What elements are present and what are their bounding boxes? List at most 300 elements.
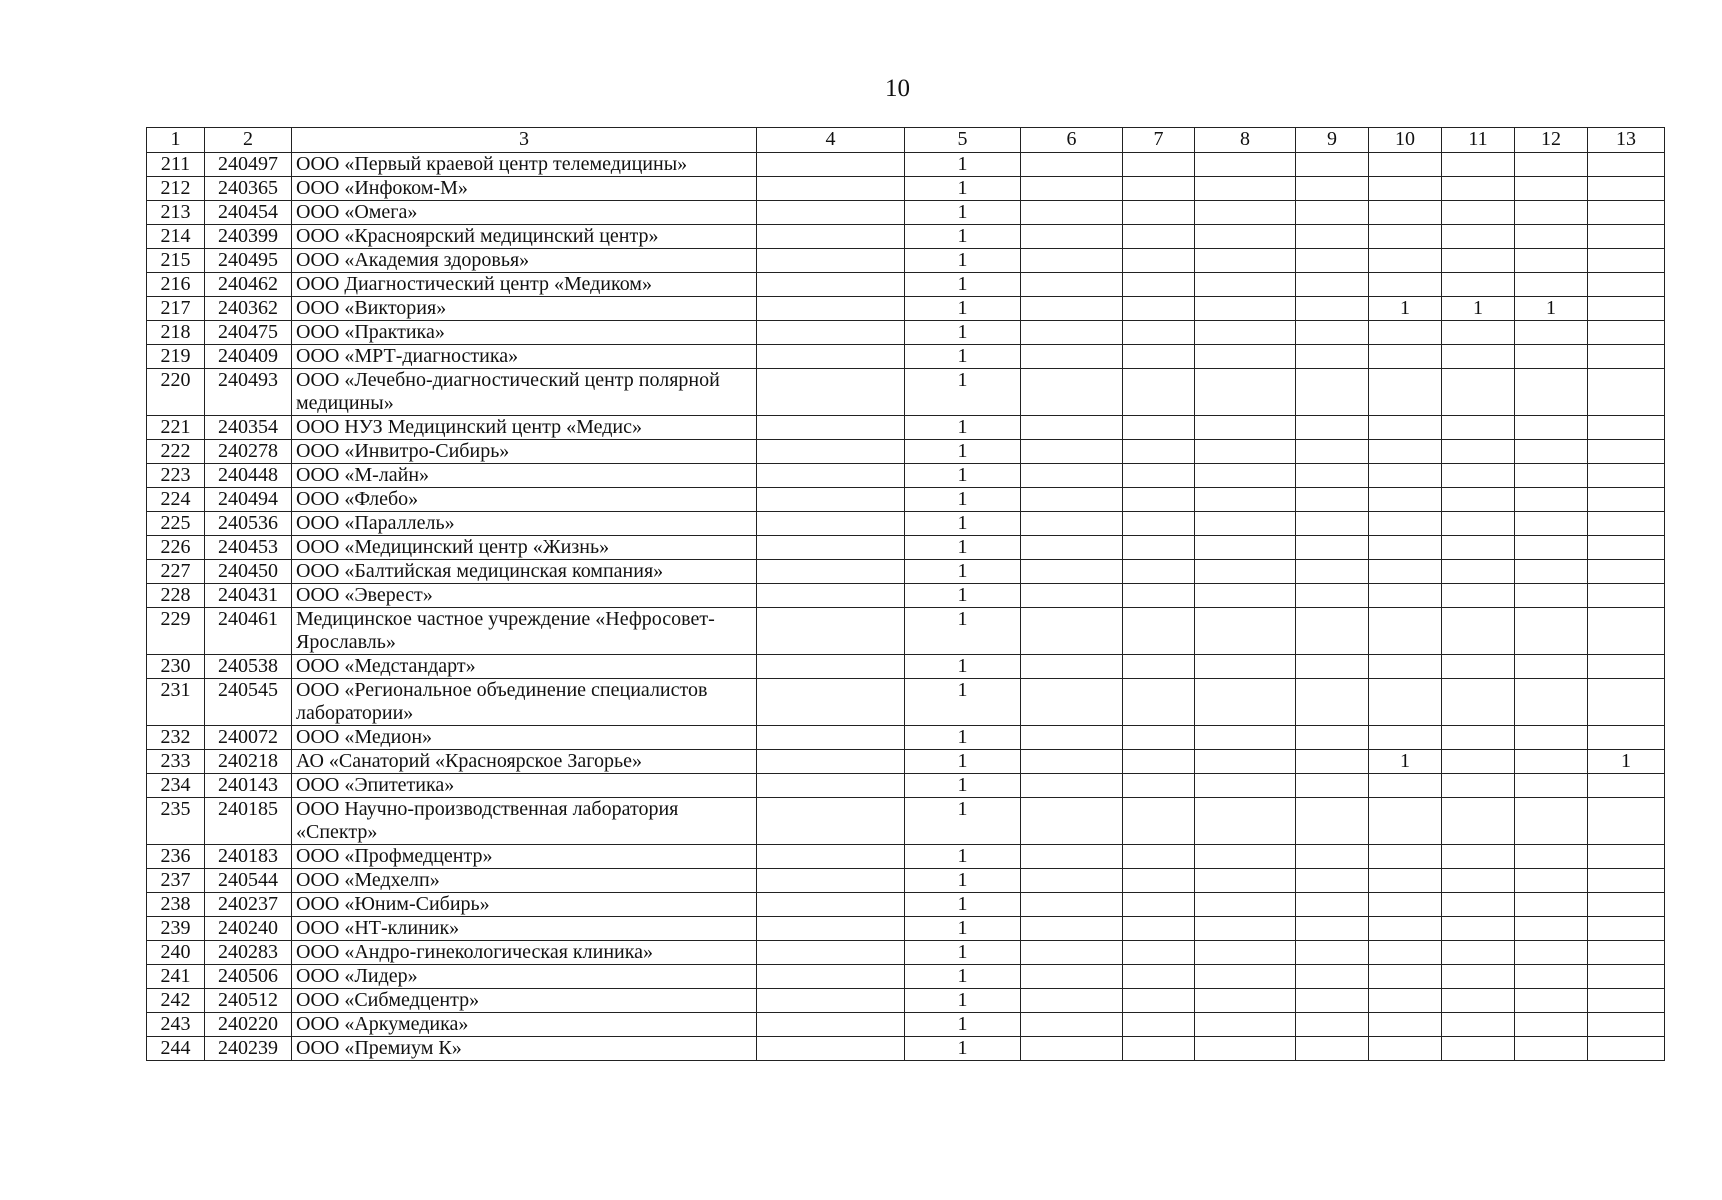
- col-11-cell: [1442, 536, 1515, 560]
- table-row: [147, 536, 1665, 560]
- col-12-cell: [1515, 464, 1588, 488]
- org-name-cell: ООО «Медхелп»: [292, 869, 757, 893]
- col-7-cell: [1123, 177, 1195, 201]
- col-5-cell: 1: [905, 177, 1021, 201]
- col-8-cell: [1195, 1037, 1296, 1061]
- org-name-cell: ООО «Сибмедцентр»: [292, 989, 757, 1013]
- col-7-cell: [1123, 345, 1195, 369]
- org-name-cell: ООО «Медицинский центр «Жизнь»: [292, 536, 757, 560]
- col-12-cell: [1515, 989, 1588, 1013]
- col-11-cell: [1442, 941, 1515, 965]
- column-header: 13: [1588, 128, 1665, 153]
- org-code-cell: 240278: [205, 440, 292, 464]
- col-12-cell: [1515, 608, 1588, 655]
- col-5-cell: 1: [905, 201, 1021, 225]
- col-4-cell: [757, 225, 905, 249]
- col-13-cell: [1588, 177, 1665, 201]
- col-13-cell: [1588, 345, 1665, 369]
- table-row: [147, 369, 1665, 416]
- col-4-cell: [757, 273, 905, 297]
- col-12-cell: [1515, 750, 1588, 774]
- col-6-cell: [1021, 249, 1123, 273]
- col-6-cell: [1021, 655, 1123, 679]
- col-9-cell: [1296, 297, 1369, 321]
- col-7-cell: [1123, 1037, 1195, 1061]
- col-5-cell: 1: [905, 560, 1021, 584]
- col-8-cell: [1195, 273, 1296, 297]
- col-9-cell: [1296, 249, 1369, 273]
- org-name-cell: ООО «Флебо»: [292, 488, 757, 512]
- org-code-cell: 240544: [205, 869, 292, 893]
- col-13-cell: [1588, 869, 1665, 893]
- col-4-cell: [757, 177, 905, 201]
- table-row: [147, 917, 1665, 941]
- table-row: [147, 273, 1665, 297]
- table-row: [147, 1013, 1665, 1037]
- col-10-cell: [1369, 989, 1442, 1013]
- col-8-cell: [1195, 536, 1296, 560]
- col-5-cell: 1: [905, 345, 1021, 369]
- col-8-cell: [1195, 321, 1296, 345]
- col-5-cell: 1: [905, 726, 1021, 750]
- table-row: [147, 869, 1665, 893]
- col-9-cell: [1296, 369, 1369, 416]
- col-6-cell: [1021, 345, 1123, 369]
- column-header: 10: [1369, 128, 1442, 153]
- row-number-cell: 222: [147, 440, 205, 464]
- col-5-cell: 1: [905, 369, 1021, 416]
- col-7-cell: [1123, 321, 1195, 345]
- org-name-cell: ООО «Академия здоровья»: [292, 249, 757, 273]
- col-5-cell: 1: [905, 321, 1021, 345]
- col-12-cell: [1515, 321, 1588, 345]
- col-4-cell: [757, 321, 905, 345]
- org-code-cell: 240237: [205, 893, 292, 917]
- col-6-cell: [1021, 965, 1123, 989]
- col-5-cell: 1: [905, 655, 1021, 679]
- table-row: [147, 201, 1665, 225]
- table-row: [147, 512, 1665, 536]
- row-number-cell: 217: [147, 297, 205, 321]
- col-10-cell: [1369, 488, 1442, 512]
- org-name-cell: АО «Санаторий «Красноярское Загорье»: [292, 750, 757, 774]
- org-code-cell: 240185: [205, 798, 292, 845]
- row-number-cell: 241: [147, 965, 205, 989]
- col-6-cell: [1021, 726, 1123, 750]
- table-row: [147, 345, 1665, 369]
- col-6-cell: [1021, 1013, 1123, 1037]
- org-code-cell: 240453: [205, 536, 292, 560]
- col-4-cell: [757, 536, 905, 560]
- col-6-cell: [1021, 321, 1123, 345]
- org-code-cell: 240365: [205, 177, 292, 201]
- col-7-cell: [1123, 201, 1195, 225]
- col-7-cell: [1123, 989, 1195, 1013]
- col-10-cell: [1369, 464, 1442, 488]
- col-7-cell: [1123, 869, 1195, 893]
- col-13-cell: [1588, 655, 1665, 679]
- org-name-cell: ООО «Параллель»: [292, 512, 757, 536]
- col-8-cell: [1195, 369, 1296, 416]
- org-name-cell: ООО «Аркумедика»: [292, 1013, 757, 1037]
- col-11-cell: [1442, 750, 1515, 774]
- col-13-cell: [1588, 965, 1665, 989]
- org-name-cell: ООО «Региональное объединение специалистов лаборатории»: [292, 679, 757, 726]
- col-4-cell: [757, 249, 905, 273]
- col-7-cell: [1123, 726, 1195, 750]
- col-13-cell: [1588, 845, 1665, 869]
- org-name-cell: ООО «Премиум К»: [292, 1037, 757, 1061]
- org-name-cell: ООО Диагностический центр «Медиком»: [292, 273, 757, 297]
- col-13-cell: [1588, 416, 1665, 440]
- org-name-cell: Медицинское частное учреждение «Нефросовет-Ярославль»: [292, 608, 757, 655]
- org-code-cell: 240454: [205, 201, 292, 225]
- col-8-cell: [1195, 225, 1296, 249]
- col-13-cell: [1588, 560, 1665, 584]
- col-4-cell: [757, 153, 905, 177]
- col-9-cell: [1296, 917, 1369, 941]
- col-4-cell: [757, 679, 905, 726]
- col-4-cell: [757, 869, 905, 893]
- col-4-cell: [757, 297, 905, 321]
- col-10-cell: [1369, 845, 1442, 869]
- col-6-cell: [1021, 1037, 1123, 1061]
- col-12-cell: [1515, 488, 1588, 512]
- col-5-cell: 1: [905, 774, 1021, 798]
- row-number-cell: 238: [147, 893, 205, 917]
- col-13-cell: [1588, 464, 1665, 488]
- col-5-cell: 1: [905, 965, 1021, 989]
- col-8-cell: [1195, 1013, 1296, 1037]
- table-row: [147, 750, 1665, 774]
- col-6-cell: [1021, 297, 1123, 321]
- col-10-cell: [1369, 512, 1442, 536]
- org-code-cell: 240220: [205, 1013, 292, 1037]
- col-11-cell: [1442, 201, 1515, 225]
- org-name-cell: ООО «Медстандарт»: [292, 655, 757, 679]
- table-row: [147, 989, 1665, 1013]
- row-number-cell: 244: [147, 1037, 205, 1061]
- col-9-cell: [1296, 345, 1369, 369]
- col-4-cell: [757, 750, 905, 774]
- col-12-cell: [1515, 1037, 1588, 1061]
- col-5-cell: 1: [905, 153, 1021, 177]
- table-row: [147, 225, 1665, 249]
- row-number-cell: 228: [147, 584, 205, 608]
- table-row: [147, 440, 1665, 464]
- column-header: 2: [205, 128, 292, 153]
- col-9-cell: [1296, 225, 1369, 249]
- col-11-cell: [1442, 798, 1515, 845]
- col-10-cell: [1369, 536, 1442, 560]
- org-name-cell: ООО «Лидер»: [292, 965, 757, 989]
- col-8-cell: [1195, 584, 1296, 608]
- column-header: 8: [1195, 128, 1296, 153]
- col-11-cell: [1442, 774, 1515, 798]
- col-12-cell: 1: [1515, 297, 1588, 321]
- row-number-cell: 231: [147, 679, 205, 726]
- col-12-cell: [1515, 345, 1588, 369]
- col-8-cell: [1195, 989, 1296, 1013]
- col-4-cell: [757, 798, 905, 845]
- col-5-cell: 1: [905, 941, 1021, 965]
- col-7-cell: [1123, 965, 1195, 989]
- org-code-cell: 240183: [205, 845, 292, 869]
- col-9-cell: [1296, 869, 1369, 893]
- table-row: [147, 726, 1665, 750]
- org-code-cell: 240512: [205, 989, 292, 1013]
- col-5-cell: 1: [905, 989, 1021, 1013]
- col-11-cell: [1442, 249, 1515, 273]
- column-header: 11: [1442, 128, 1515, 153]
- col-9-cell: [1296, 1037, 1369, 1061]
- col-4-cell: [757, 893, 905, 917]
- col-8-cell: [1195, 560, 1296, 584]
- org-code-cell: 240431: [205, 584, 292, 608]
- col-4-cell: [757, 774, 905, 798]
- col-13-cell: [1588, 369, 1665, 416]
- col-6-cell: [1021, 464, 1123, 488]
- col-13-cell: [1588, 249, 1665, 273]
- org-code-cell: 240461: [205, 608, 292, 655]
- col-12-cell: [1515, 440, 1588, 464]
- table-row: [147, 416, 1665, 440]
- org-name-cell: ООО НУЗ Медицинский центр «Медис»: [292, 416, 757, 440]
- col-7-cell: [1123, 512, 1195, 536]
- table-row: [147, 584, 1665, 608]
- col-12-cell: [1515, 726, 1588, 750]
- col-13-cell: [1588, 536, 1665, 560]
- col-11-cell: [1442, 1013, 1515, 1037]
- col-8-cell: [1195, 297, 1296, 321]
- row-number-cell: 227: [147, 560, 205, 584]
- col-5-cell: 1: [905, 869, 1021, 893]
- col-5-cell: 1: [905, 225, 1021, 249]
- col-7-cell: [1123, 225, 1195, 249]
- col-7-cell: [1123, 584, 1195, 608]
- col-10-cell: [1369, 893, 1442, 917]
- table-row: [147, 679, 1665, 726]
- col-8-cell: [1195, 153, 1296, 177]
- row-number-cell: 229: [147, 608, 205, 655]
- row-number-cell: 234: [147, 774, 205, 798]
- col-9-cell: [1296, 536, 1369, 560]
- col-4-cell: [757, 369, 905, 416]
- col-6-cell: [1021, 941, 1123, 965]
- org-name-cell: ООО «Юним-Сибирь»: [292, 893, 757, 917]
- col-10-cell: [1369, 774, 1442, 798]
- col-7-cell: [1123, 1013, 1195, 1037]
- col-10-cell: 1: [1369, 297, 1442, 321]
- col-7-cell: [1123, 153, 1195, 177]
- col-4-cell: [757, 440, 905, 464]
- col-13-cell: [1588, 941, 1665, 965]
- col-7-cell: [1123, 464, 1195, 488]
- col-7-cell: [1123, 297, 1195, 321]
- row-number-cell: 225: [147, 512, 205, 536]
- org-name-cell: ООО «МРТ-диагностика»: [292, 345, 757, 369]
- row-number-cell: 224: [147, 488, 205, 512]
- col-13-cell: [1588, 153, 1665, 177]
- col-10-cell: [1369, 201, 1442, 225]
- col-12-cell: [1515, 225, 1588, 249]
- row-number-cell: 220: [147, 369, 205, 416]
- col-8-cell: [1195, 608, 1296, 655]
- col-4-cell: [757, 464, 905, 488]
- col-11-cell: [1442, 512, 1515, 536]
- col-7-cell: [1123, 273, 1195, 297]
- col-10-cell: [1369, 416, 1442, 440]
- col-10-cell: [1369, 655, 1442, 679]
- row-number-cell: 243: [147, 1013, 205, 1037]
- col-8-cell: [1195, 893, 1296, 917]
- col-5-cell: 1: [905, 893, 1021, 917]
- col-5-cell: 1: [905, 845, 1021, 869]
- col-5-cell: 1: [905, 440, 1021, 464]
- col-6-cell: [1021, 273, 1123, 297]
- row-number-cell: 237: [147, 869, 205, 893]
- row-number-cell: 233: [147, 750, 205, 774]
- col-12-cell: [1515, 249, 1588, 273]
- col-5-cell: 1: [905, 1037, 1021, 1061]
- col-6-cell: [1021, 512, 1123, 536]
- col-9-cell: [1296, 201, 1369, 225]
- col-4-cell: [757, 488, 905, 512]
- col-4-cell: [757, 941, 905, 965]
- table-row: [147, 965, 1665, 989]
- col-5-cell: 1: [905, 679, 1021, 726]
- col-11-cell: [1442, 321, 1515, 345]
- col-9-cell: [1296, 512, 1369, 536]
- col-7-cell: [1123, 369, 1195, 416]
- col-11-cell: [1442, 965, 1515, 989]
- col-8-cell: [1195, 750, 1296, 774]
- col-10-cell: [1369, 560, 1442, 584]
- col-9-cell: [1296, 965, 1369, 989]
- col-13-cell: 1: [1588, 750, 1665, 774]
- org-code-cell: 240362: [205, 297, 292, 321]
- col-5-cell: 1: [905, 512, 1021, 536]
- col-13-cell: [1588, 608, 1665, 655]
- row-number-cell: 218: [147, 321, 205, 345]
- col-6-cell: [1021, 369, 1123, 416]
- col-8-cell: [1195, 774, 1296, 798]
- col-7-cell: [1123, 249, 1195, 273]
- org-code-cell: 240506: [205, 965, 292, 989]
- col-13-cell: [1588, 679, 1665, 726]
- col-4-cell: [757, 608, 905, 655]
- col-11-cell: 1: [1442, 297, 1515, 321]
- org-code-cell: 240497: [205, 153, 292, 177]
- col-10-cell: [1369, 225, 1442, 249]
- column-header: 6: [1021, 128, 1123, 153]
- col-11-cell: [1442, 917, 1515, 941]
- col-7-cell: [1123, 750, 1195, 774]
- col-12-cell: [1515, 798, 1588, 845]
- col-10-cell: 1: [1369, 750, 1442, 774]
- table-row: [147, 488, 1665, 512]
- col-6-cell: [1021, 416, 1123, 440]
- col-12-cell: [1515, 679, 1588, 726]
- org-code-cell: 240545: [205, 679, 292, 726]
- col-4-cell: [757, 726, 905, 750]
- col-8-cell: [1195, 941, 1296, 965]
- row-number-cell: 216: [147, 273, 205, 297]
- col-12-cell: [1515, 177, 1588, 201]
- table-row: [147, 798, 1665, 845]
- col-13-cell: [1588, 584, 1665, 608]
- col-4-cell: [757, 201, 905, 225]
- col-12-cell: [1515, 1013, 1588, 1037]
- col-6-cell: [1021, 869, 1123, 893]
- org-code-cell: 240450: [205, 560, 292, 584]
- col-10-cell: [1369, 798, 1442, 845]
- col-11-cell: [1442, 584, 1515, 608]
- col-8-cell: [1195, 965, 1296, 989]
- col-12-cell: [1515, 965, 1588, 989]
- col-6-cell: [1021, 845, 1123, 869]
- col-4-cell: [757, 560, 905, 584]
- col-9-cell: [1296, 584, 1369, 608]
- col-9-cell: [1296, 989, 1369, 1013]
- col-7-cell: [1123, 440, 1195, 464]
- col-10-cell: [1369, 177, 1442, 201]
- col-12-cell: [1515, 893, 1588, 917]
- col-7-cell: [1123, 608, 1195, 655]
- col-11-cell: [1442, 560, 1515, 584]
- col-7-cell: [1123, 655, 1195, 679]
- org-name-cell: ООО Научно-производственная лаборатория «Спектр»: [292, 798, 757, 845]
- col-4-cell: [757, 989, 905, 1013]
- row-number-cell: 215: [147, 249, 205, 273]
- column-header: 3: [292, 128, 757, 153]
- col-6-cell: [1021, 798, 1123, 845]
- org-code-cell: 240143: [205, 774, 292, 798]
- row-number-cell: 223: [147, 464, 205, 488]
- col-11-cell: [1442, 369, 1515, 416]
- col-10-cell: [1369, 917, 1442, 941]
- col-6-cell: [1021, 153, 1123, 177]
- org-code-cell: 240475: [205, 321, 292, 345]
- col-10-cell: [1369, 153, 1442, 177]
- row-number-cell: 239: [147, 917, 205, 941]
- col-9-cell: [1296, 488, 1369, 512]
- col-13-cell: [1588, 273, 1665, 297]
- row-number-cell: 235: [147, 798, 205, 845]
- row-number-cell: 236: [147, 845, 205, 869]
- col-5-cell: 1: [905, 917, 1021, 941]
- col-10-cell: [1369, 1037, 1442, 1061]
- col-9-cell: [1296, 273, 1369, 297]
- col-9-cell: [1296, 679, 1369, 726]
- col-12-cell: [1515, 560, 1588, 584]
- row-number-cell: 212: [147, 177, 205, 201]
- org-name-cell: ООО «Инфоком-М»: [292, 177, 757, 201]
- col-5-cell: 1: [905, 249, 1021, 273]
- org-code-cell: 240218: [205, 750, 292, 774]
- table-row: [147, 560, 1665, 584]
- col-12-cell: [1515, 584, 1588, 608]
- org-code-cell: 240409: [205, 345, 292, 369]
- col-12-cell: [1515, 416, 1588, 440]
- col-11-cell: [1442, 845, 1515, 869]
- col-11-cell: [1442, 726, 1515, 750]
- table-row: [147, 153, 1665, 177]
- col-10-cell: [1369, 273, 1442, 297]
- org-code-cell: 240283: [205, 941, 292, 965]
- col-11-cell: [1442, 416, 1515, 440]
- col-4-cell: [757, 917, 905, 941]
